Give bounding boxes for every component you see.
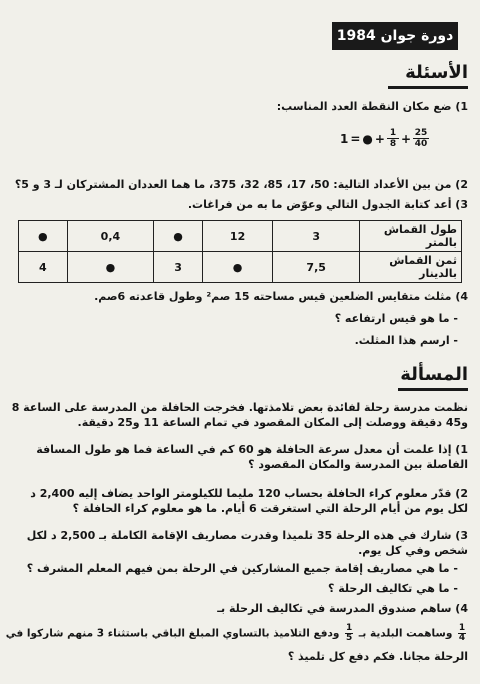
row-label-price: ثمن القماش بالدينار [360,252,462,283]
problem-heading: المسألة [400,364,468,385]
question-4b: - ارسم هذا المثلث. [354,334,458,347]
fraction-numerator: 1 [458,623,466,633]
problem-part-2: 2) قدّر معلوم كراء الحافلة بحساب 120 مليما للكيلومتر الواحد يضاف إليه 2,400 د لكل يوم من أيام الرحلة التي استغرقت 6 أيام. ما هو معلوم كراء الحافلة ؟ [30,487,468,515]
problem-intro: نظمت مدرسة رحلة لفائدة بعض تلامذتها. فخرجت الحافلة من المدرسة على الساعة 8 و45 دقيقة ووصلت إلى المكان المقصود في تمام الساعة 11 و25 دقيقة. [11,401,468,429]
problem-part-1: 1) إذا علمت أن معدل سرعة الحافلة هو 60 كم في الساعة فما هو طول المسافة الفاصلة بين المدرسة والمكان المقصود ؟ [36,443,468,471]
fraction-denominator: 4 [458,633,466,643]
problem-part-3: 3) شارك في هذه الرحلة 35 تلميذا وقدرت مصاريف الإقامة الكاملة بـ 2,500 د لكل شخص وفي كل يوم. [26,529,468,557]
formula-lhs: 1 [340,131,349,146]
fraction-numerator: 1 [389,128,397,138]
question-3: 3) أعد كتابة الجدول التالي وعوّض ما به من فراغات. [187,198,468,211]
formula-plus-2: + [400,131,412,146]
table-cell: 4 [19,252,68,283]
problem-part-4b: الرحلة مجانا. فكم دفع كل تلميذ ؟ [287,650,468,663]
table-cell: ● [202,252,273,283]
proportion-table [18,220,462,283]
table-cell: ● [19,221,68,252]
table-cell: ● [154,221,203,252]
fraction-denominator: 5 [346,633,353,643]
formula-plus-1: + [374,131,385,146]
problem-part-4: 4) ساهم صندوق المدرسة في تكاليف الرحلة بـ [217,602,468,615]
formula-blank: ● [362,131,373,146]
problem-part-4-municipality: وساهمت البلدية بـ [358,627,453,640]
problem-part-3a: - ما هي مصاريف إقامة جميع المشاركين في الرحلة بمن فيهم المعلم المشرف ؟ [26,562,458,575]
table-cell: 0,4 [67,221,154,252]
table-row [19,221,462,252]
problem-part-3b: - ما هي تكاليف الرحلة ؟ [327,582,458,595]
problem-part-4-line-2 [6,624,468,643]
fraction-one-eighth [387,128,399,149]
question-2: 2) من بين الأعداد التالية: 50، 17، 85، 32، 375، ما هما العددان المشتركان لـ 3 و 5؟ [14,178,468,191]
fraction-denominator: 40 [414,139,428,149]
questions-heading: الأسئلة [405,62,468,83]
table-cell: 12 [202,221,273,252]
questions-heading-underline [388,86,468,89]
question-4a: - ما هو قيس ارتفاعه ؟ [334,312,458,325]
question-1-formula [340,128,429,149]
fraction-denominator: 8 [389,139,397,149]
formula-eq: = [350,131,361,146]
fraction-numerator: 25 [414,128,428,138]
table-cell: ● [67,252,154,283]
fraction-one-quarter [458,624,466,643]
fraction-one-fifth [345,624,353,643]
table-cell: 7,5 [273,252,360,283]
question-1: 1) ضع مكان النقطة العدد المناسب: [276,100,468,113]
row-label-length: طول القماش بالمتر [360,221,462,252]
table-cell: 3 [154,252,203,283]
question-4: 4) مثلث متقايس الضلعين قيس مساحته 15 صم² وطول قاعدته 6صم. [94,290,468,303]
problem-part-4-remainder: ودفع التلاميذ بالتساوي المبلغ الباقي باستثناء 3 منهم شاركوا في [5,627,340,640]
table-cell: 3 [273,221,360,252]
session-title-box: دورة جوان 1984 [332,22,458,50]
fraction-numerator: 1 [346,623,353,633]
fraction-25-40 [413,128,429,149]
table-row [19,252,462,283]
problem-heading-underline [398,388,468,391]
